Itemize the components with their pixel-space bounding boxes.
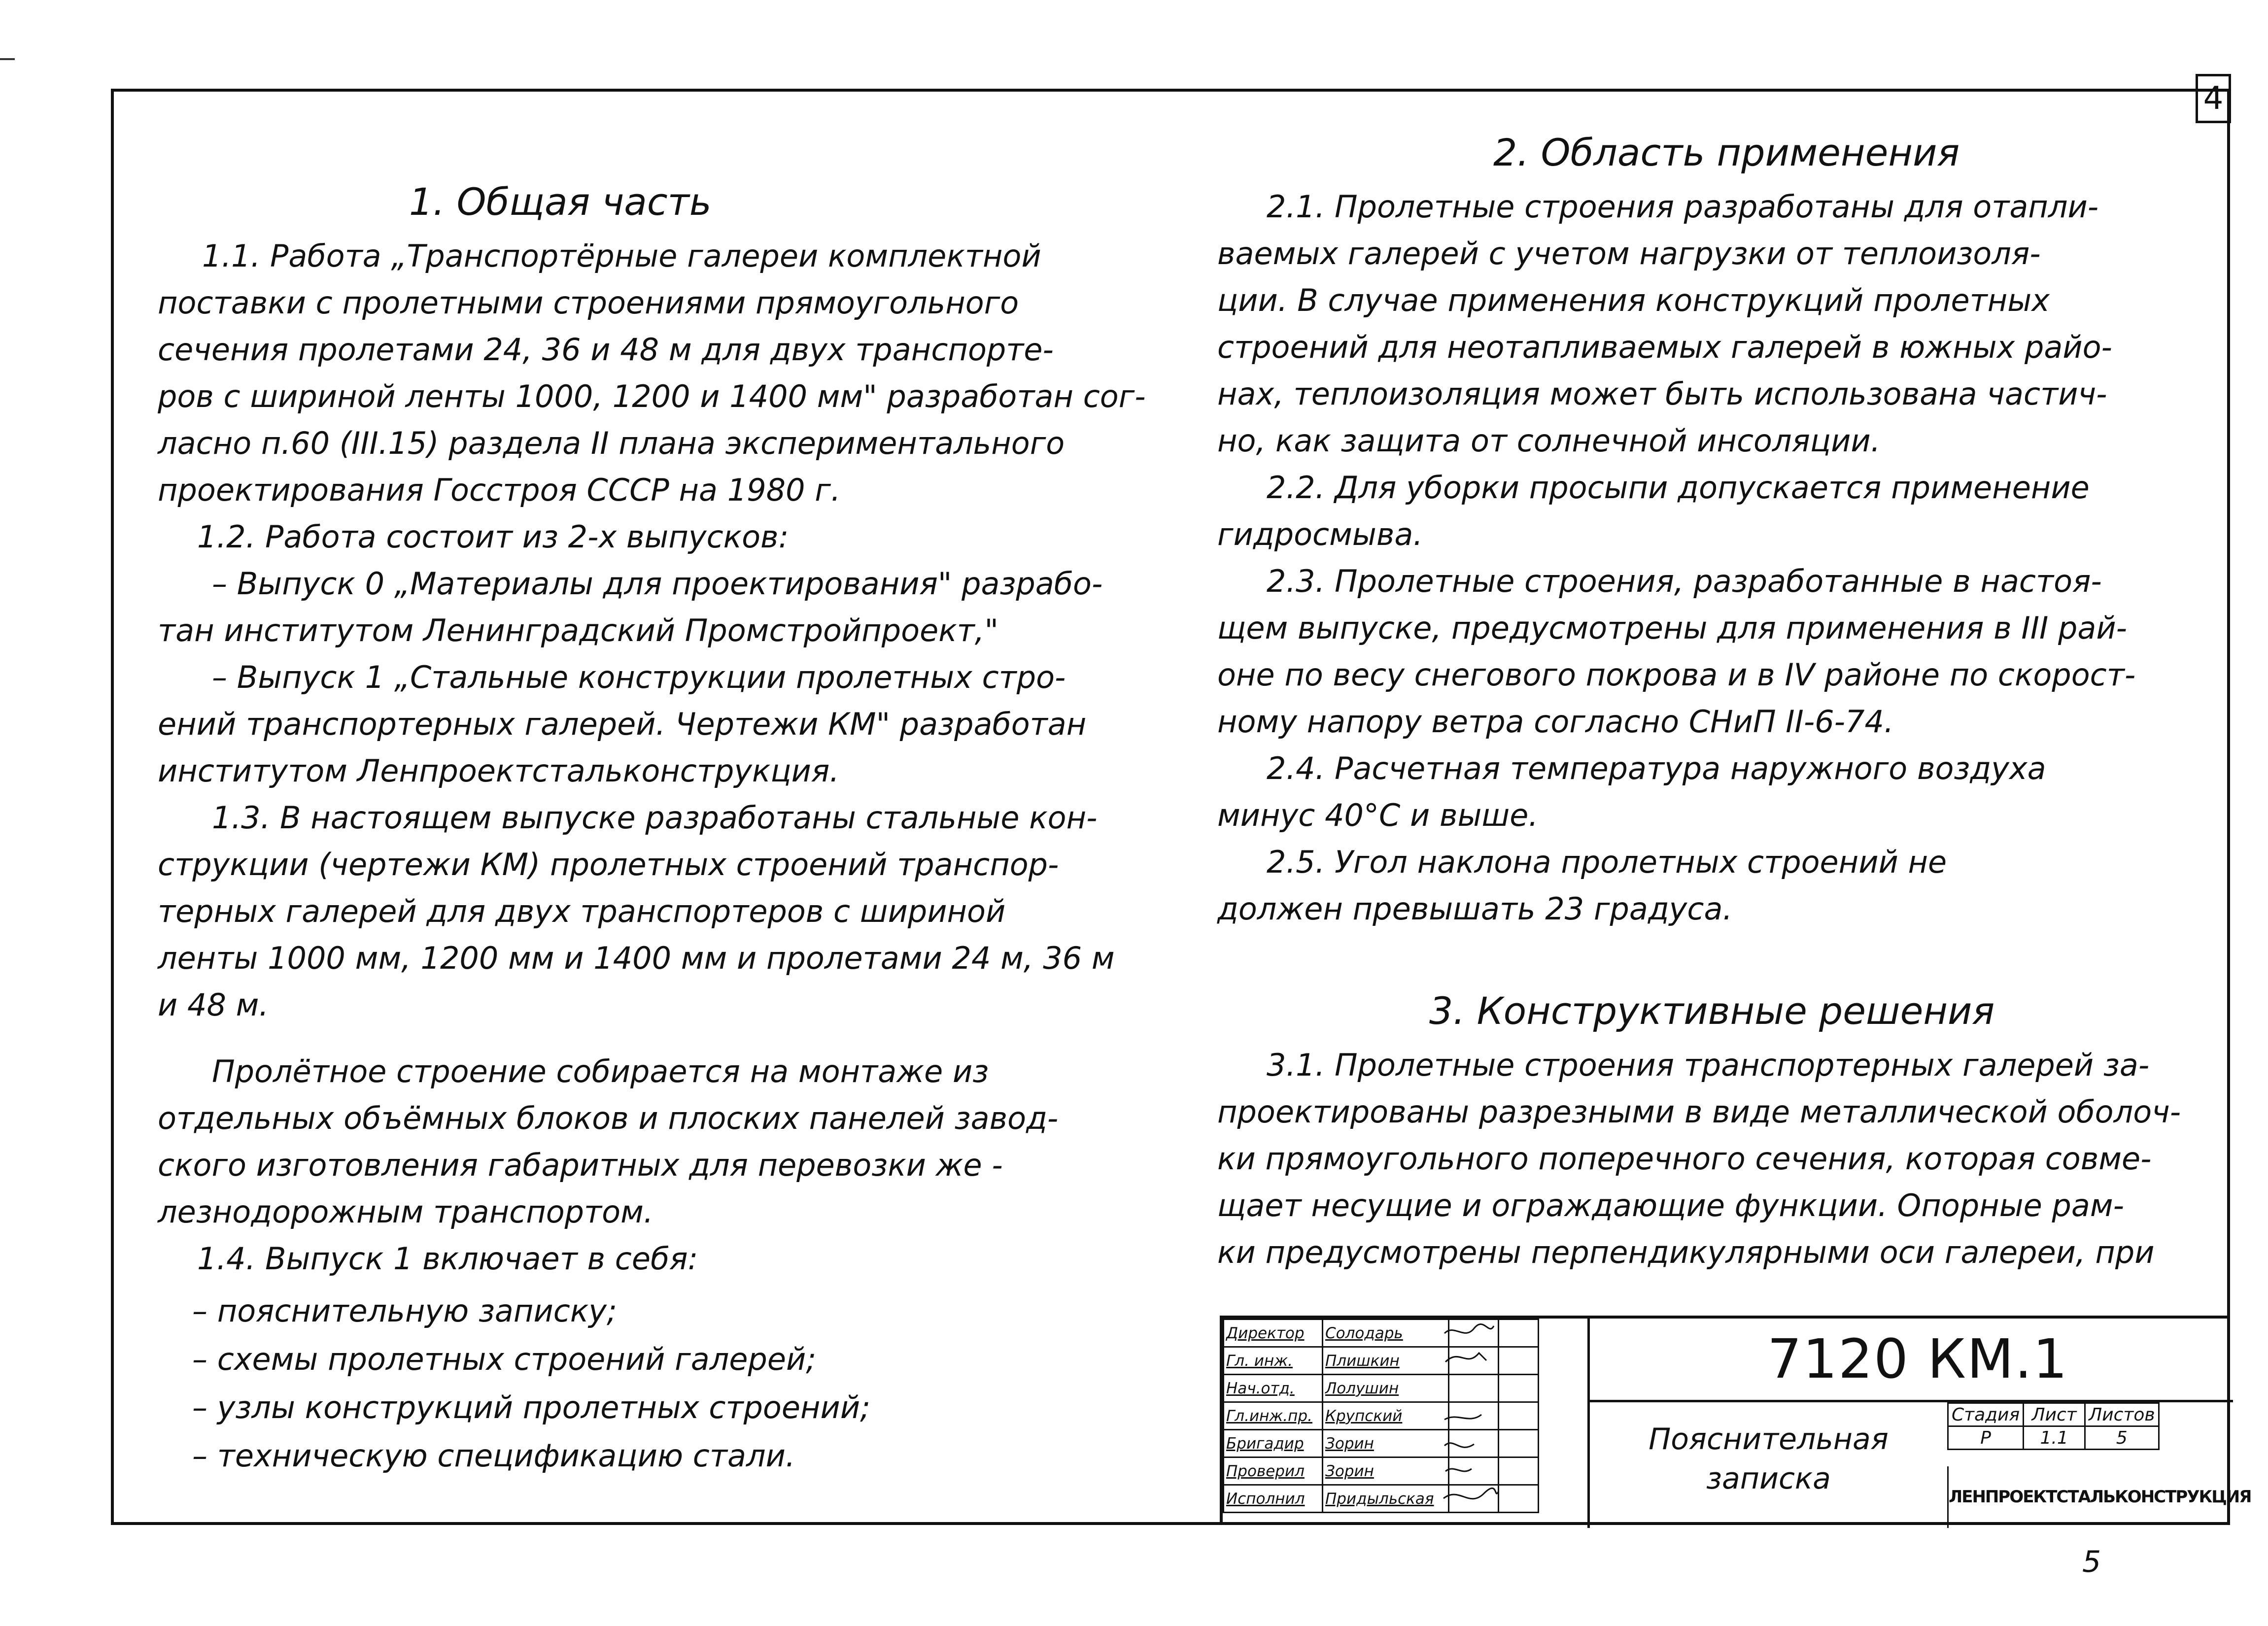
text-line: ваемых галерей с учетом нагрузки от теплоизоля- bbox=[1217, 236, 2041, 271]
document-title bbox=[1587, 1402, 1947, 1528]
text-line: поставки с пролетными строениями прямоугольного bbox=[158, 285, 1019, 321]
name-cell: Зорин bbox=[1323, 1430, 1449, 1457]
stage-table bbox=[1947, 1402, 2160, 1450]
list-item: – узлы конструкций пролетных строений; bbox=[192, 1389, 871, 1425]
section-3-heading: 3. Конструктивные решения bbox=[1429, 989, 1995, 1033]
name-cell: Зорин bbox=[1323, 1457, 1449, 1485]
text-line: гидросмыва. bbox=[1217, 516, 1423, 552]
role-cell: Гл. инж. bbox=[1224, 1347, 1323, 1375]
sheet-corner-number: 4 bbox=[2196, 74, 2231, 123]
text-line: проектирования Госстроя СССР на 1980 г. bbox=[158, 472, 841, 508]
section-2-heading: 2. Область применения bbox=[1493, 131, 1960, 174]
role-cell: Гл.инж.пр. bbox=[1224, 1402, 1323, 1430]
name-cell: Плишкин bbox=[1323, 1347, 1449, 1375]
handwritten-signatures bbox=[1440, 1319, 1538, 1528]
paragraph-2-4 bbox=[1207, 745, 2218, 839]
text-line: Пролётное строение собирается на монтаже из bbox=[212, 1053, 989, 1089]
text-line: щает несущие и ограждающие функции. Опорные рам- bbox=[1217, 1187, 2125, 1223]
text-line: 2.4. Расчетная температура наружного воздуха bbox=[1267, 750, 2046, 786]
text-line: ки предусмотрены перпендикулярными оси галереи, при bbox=[1217, 1234, 2155, 1270]
document-title-line: Пояснительная bbox=[1649, 1422, 1889, 1457]
name-cell: Придыльская bbox=[1323, 1485, 1449, 1513]
text-line: – Выпуск 0 „Материалы для проектирования" разрабо- bbox=[212, 566, 1103, 602]
text-line: ласно п.60 (III.15) раздела II плана экспериментального bbox=[158, 425, 1065, 461]
role-cell: Нач.отд. bbox=[1224, 1375, 1323, 1402]
text-line: струкции (чертежи КМ) пролетных строений транспор- bbox=[158, 847, 1059, 882]
text-line: отдельных объёмных блоков и плоских панелей завод- bbox=[158, 1100, 1059, 1136]
stage-value: Р bbox=[1948, 1426, 2024, 1450]
paragraph-1-1 bbox=[133, 233, 1173, 513]
stage-header-row bbox=[1948, 1403, 2159, 1426]
list-item: – схемы пролетных строений галерей; bbox=[192, 1341, 817, 1377]
title-block bbox=[1220, 1316, 2251, 1525]
text-line: 2.3. Пролетные строения, разработанные в настоя- bbox=[1267, 563, 2102, 599]
role-cell: Бригадир bbox=[1224, 1430, 1323, 1457]
text-line: 2.1. Пролетные строения разработаны для отапли- bbox=[1267, 189, 2099, 225]
text-line: ров с шириной ленты 1000, 1200 и 1400 мм" разработан сог- bbox=[158, 378, 1146, 414]
text-line: ского изготовления габаритных для перевозки же - bbox=[158, 1147, 1003, 1183]
section-1-heading: 1. Общая часть bbox=[409, 180, 712, 224]
sheet-header: Лист bbox=[2024, 1403, 2085, 1426]
text-line: ному напору ветра согласно СНиП II-6-74. bbox=[1217, 704, 1894, 740]
stage-value-row bbox=[1948, 1426, 2159, 1450]
text-line: ленты 1000 мм, 1200 мм и 1400 мм и пролетами 24 м, 36 м bbox=[158, 940, 1115, 976]
text-line: 1.3. В настоящем выпуске разработаны стальные кон- bbox=[212, 800, 1098, 836]
text-line: строений для неотапливаемых галерей в южных райо- bbox=[1217, 329, 2112, 365]
name-cell: Крупский bbox=[1323, 1402, 1449, 1430]
sheets-value: 5 bbox=[2085, 1426, 2159, 1450]
contents-list bbox=[133, 1287, 1173, 1480]
page-number: 5 bbox=[2082, 1545, 2101, 1579]
text-line: щем выпуске, предусмотрены для применения в III рай- bbox=[1217, 610, 2127, 646]
text-line: 2.5. Угол наклона пролетных строений не bbox=[1267, 844, 1947, 880]
text-line: проектированы разрезными в виде металлической оболоч- bbox=[1217, 1094, 2181, 1130]
text-line: и 48 м. bbox=[158, 987, 269, 1023]
text-line: тан институтом Ленинградский Промстройпроект," bbox=[158, 612, 998, 648]
text-line: 1.1. Работа „Транспортёрные галереи комплектной bbox=[202, 238, 1041, 274]
text-line: ки прямоугольного поперечного сечения, которая совме- bbox=[1217, 1141, 2152, 1177]
edge-mark bbox=[0, 58, 15, 60]
text-line: оне по весу снегового покрова и в IV районе по скорост- bbox=[1217, 657, 2136, 693]
paragraph-2-2 bbox=[1207, 464, 2218, 558]
text-line: 2.2. Для уборки просыпи допускается применение bbox=[1267, 470, 2090, 506]
document-code: 7120 КМ.1 bbox=[1587, 1319, 2233, 1402]
list-item: – пояснительную записку; bbox=[192, 1293, 617, 1329]
text-line: 1.4. Выпуск 1 включает в себя: bbox=[197, 1241, 698, 1277]
list-item: – техническую спецификацию стали. bbox=[192, 1438, 795, 1474]
text-line: лезнодорожным транспортом. bbox=[158, 1194, 653, 1230]
text-line: ции. В случае применения конструкций пролетных bbox=[1217, 282, 2050, 318]
left-column bbox=[133, 177, 1173, 1480]
paragraph-2-5 bbox=[1207, 839, 2218, 932]
paragraph-3-1 bbox=[1207, 1042, 2218, 1276]
text-line: сечения пролетами 24, 36 и 48 м для двух транспорте- bbox=[158, 332, 1054, 368]
text-line: – Выпуск 1 „Стальные конструкции пролетных стро- bbox=[212, 659, 1066, 695]
role-cell: Проверил bbox=[1224, 1457, 1323, 1485]
document-title-line: записка bbox=[1706, 1461, 1831, 1496]
text-line: терных галерей для двух транспортеров с шириной bbox=[158, 893, 1006, 929]
paragraph-1-4 bbox=[133, 1235, 1173, 1282]
role-cell: Исполнил bbox=[1224, 1485, 1323, 1513]
text-line: минус 40°С и выше. bbox=[1217, 797, 1539, 833]
name-cell: Солодарь bbox=[1323, 1320, 1449, 1347]
paragraph-1-3 bbox=[133, 794, 1173, 1028]
text-line: но, как защита от солнечной инсоляции. bbox=[1217, 423, 1881, 459]
sheets-header: Листов bbox=[2085, 1403, 2159, 1426]
text-line: институтом Ленпроектстальконструкция. bbox=[158, 753, 839, 789]
text-line: должен превышать 23 градуса. bbox=[1217, 891, 1733, 927]
organization-name: ЛЕНПРОЕКТСТАЛЬКОНСТРУКЦИЯ bbox=[1947, 1466, 2233, 1528]
text-line: 3.1. Пролетные строения транспортерных галерей за- bbox=[1267, 1047, 2150, 1083]
paragraph-2-1 bbox=[1207, 183, 2218, 464]
paragraph-assembly bbox=[133, 1048, 1173, 1235]
sheet-value: 1.1 bbox=[2024, 1426, 2085, 1450]
text-line: ений транспортерных галерей. Чертежи КМ" разработан bbox=[158, 706, 1087, 742]
role-cell: Директор bbox=[1224, 1320, 1323, 1347]
right-column bbox=[1207, 128, 2218, 1276]
paragraph-2-3 bbox=[1207, 558, 2218, 745]
paragraph-1-2 bbox=[133, 513, 1173, 794]
text-line: нах, теплоизоляция может быть использована частич- bbox=[1217, 376, 2107, 412]
name-cell: Лолушин bbox=[1323, 1375, 1449, 1402]
text-line: 1.2. Работа состоит из 2-х выпусков: bbox=[197, 519, 789, 555]
stage-header: Стадия bbox=[1948, 1403, 2024, 1426]
